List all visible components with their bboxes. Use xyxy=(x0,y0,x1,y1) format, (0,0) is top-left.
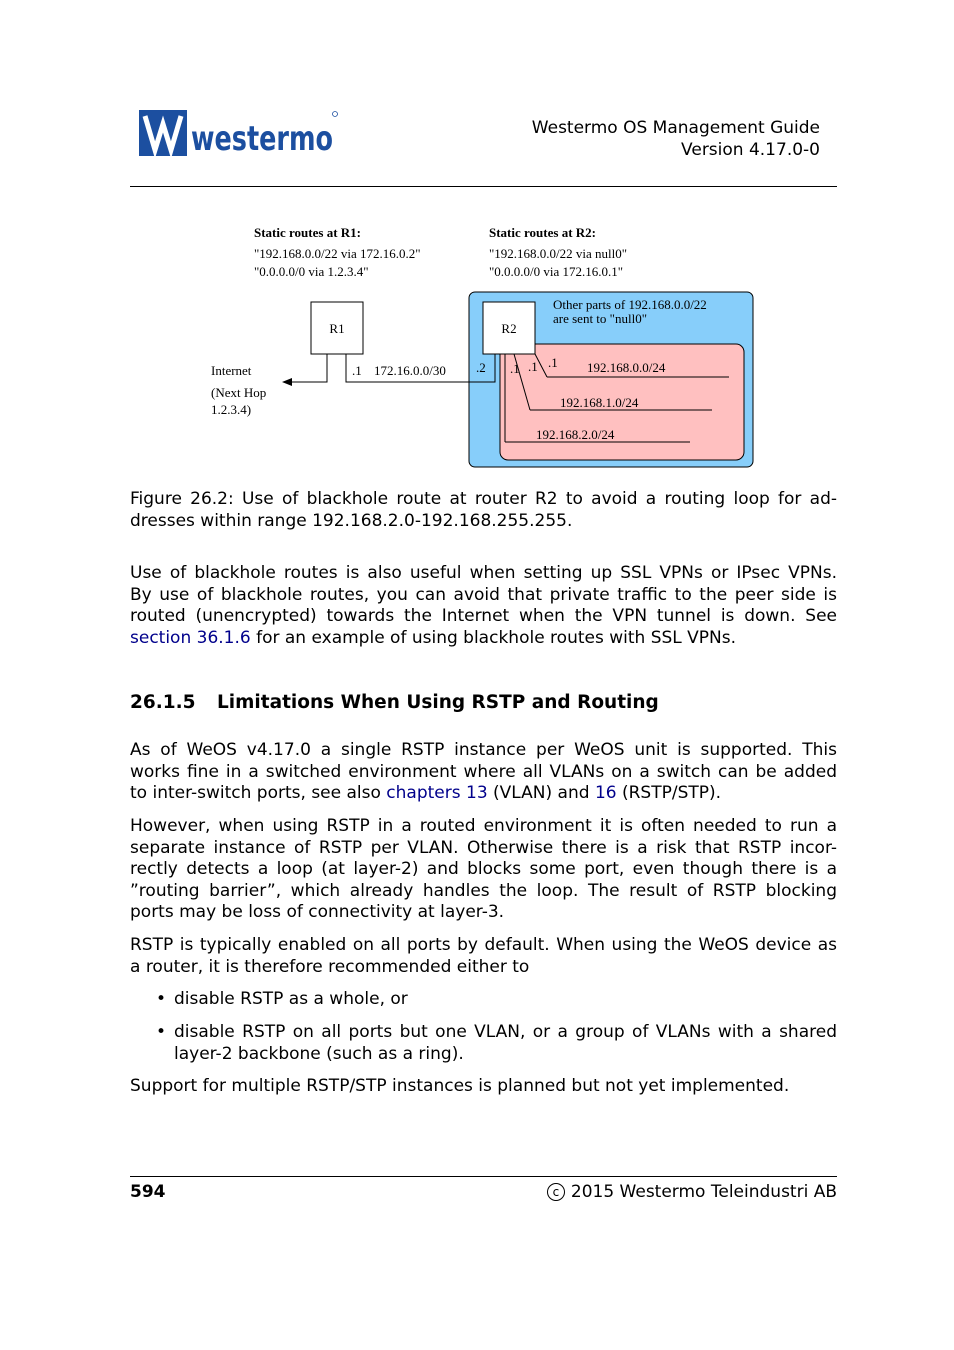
guide-version: Version 4.17.0-0 xyxy=(681,140,820,160)
lan-port-b: .1 xyxy=(528,359,538,374)
lan1-label: 192.168.0.0/24 xyxy=(587,360,666,375)
intro-line-4-rest: for an example of using blackhole routes with SSL VPNs. xyxy=(250,627,737,648)
intro-paragraph xyxy=(130,563,837,649)
page-number: 594 xyxy=(130,1182,166,1202)
caption-line-1: Figure 26.2: Use of blackhole route at router R2 to avoid a routing loop for ad- xyxy=(130,489,837,509)
intro-line-2: By use of blackhole routes, you can avoid that private traffic to the peer side is xyxy=(130,584,837,605)
paragraph-4 xyxy=(130,1076,837,1098)
westermo-logo xyxy=(139,110,339,158)
bullet-marker-1: • xyxy=(156,989,167,1009)
r2-route-2: "0.0.0.0/0 via 172.16.0.1" xyxy=(489,264,624,279)
next-hop-line-2: 1.2.3.4) xyxy=(211,402,252,417)
r1-route-1: "192.168.0.0/22 via 172.16.0.2" xyxy=(254,246,421,261)
bullet-2-line-2: layer-2 backbone (such as a ring). xyxy=(174,1043,464,1064)
chapter-16-link[interactable]: 16 xyxy=(594,783,617,804)
null0-note-line-1: Other parts of 192.168.0.0/22 xyxy=(553,297,707,312)
lan-port-a: .1 xyxy=(510,361,520,376)
paragraph-1 xyxy=(130,740,837,805)
intro-line-3: routed (unencrypted) towards the Internet when the VPN tunnel is down. See xyxy=(130,606,837,627)
p1-line-3 xyxy=(130,783,837,805)
routing-diagram xyxy=(200,220,770,480)
internet-arrow xyxy=(282,378,292,386)
router-r1-label: R1 xyxy=(329,321,345,336)
copyright xyxy=(547,1182,837,1202)
p4-line-1: Support for multiple RSTP/STP instances is planned but not yet implemented. xyxy=(130,1076,790,1096)
bullet-2-line-1: disable RSTP on all ports but one VLAN, or a group of VLANs with a shared xyxy=(174,1022,837,1042)
lan3-label: 192.168.2.0/24 xyxy=(536,427,615,442)
p1-line-3-c: (RSTP/STP). xyxy=(616,783,722,804)
null0-note-line-2: are sent to "null0" xyxy=(553,311,648,326)
paragraph-3 xyxy=(130,935,837,978)
r1-routes-heading: Static routes at R1: xyxy=(254,225,361,240)
caption-line-2: dresses within range 192.168.2.0-192.168.255.255. xyxy=(130,510,573,531)
p1-line-3-a: to inter-switch ports, see also xyxy=(130,783,387,804)
internet-link xyxy=(286,354,327,382)
copyright-symbol: c xyxy=(547,1183,565,1201)
internet-label: Internet xyxy=(211,363,252,378)
section-36-1-6-link[interactable]: section 36.1.6 xyxy=(130,627,251,648)
section-title: Limitations When Using RSTP and Routing xyxy=(217,692,659,713)
intro-line-1: Use of blackhole routes is also useful when setting up SSL VPNs or IPsec VPNs. xyxy=(130,563,837,583)
p3-line-2: a router, it is therefore recommended either to xyxy=(130,956,530,977)
p2-line-3: rectly detects a loop (at layer-2) and blocks some port, even though there is a xyxy=(130,859,837,880)
chapters-13-link[interactable]: chapters 13 xyxy=(386,783,488,804)
next-hop-line-1: (Next Hop xyxy=(211,385,267,400)
intro-line-4 xyxy=(130,628,837,650)
bullet-marker-2: • xyxy=(156,1022,167,1042)
r2-route-1: "192.168.0.0/22 via null0" xyxy=(489,246,628,261)
lan-port-c: .1 xyxy=(548,355,558,370)
section-number: 26.1.5 xyxy=(130,692,196,713)
logo-wordmark: westermo xyxy=(191,119,333,159)
p2-line-2: separate instance of RSTP per VLAN. Otherwise there is a risk that RSTP incor- xyxy=(130,837,837,858)
guide-title: Westermo OS Management Guide xyxy=(531,118,820,138)
r1-route-2: "0.0.0.0/0 via 1.2.3.4" xyxy=(254,264,369,279)
copyright-text: 2015 Westermo Teleindustri AB xyxy=(570,1182,837,1202)
p1-line-1: As of WeOS v4.17.0 a single RSTP instance per WeOS unit is supported. This xyxy=(130,740,837,760)
lan2-label: 192.168.1.0/24 xyxy=(560,395,639,410)
bullet-item-1: disable RSTP as a whole, or xyxy=(174,989,408,1009)
r2-port-label: .2 xyxy=(476,360,486,375)
paragraph-2 xyxy=(130,816,837,924)
router-r2-label: R2 xyxy=(501,321,517,336)
r1-port-label: .1 xyxy=(352,363,362,378)
footer-rule xyxy=(130,1176,837,1177)
section-heading xyxy=(130,692,659,713)
p2-line-1: However, when using RSTP in a routed environment it is often needed to run a xyxy=(130,816,837,836)
link-network-label: 172.16.0.0/30 xyxy=(374,363,446,378)
p2-line-4: ”routing barrier”, which already handles the loop. The result of RSTP blocking xyxy=(130,880,837,901)
p1-line-3-b: (VLAN) and xyxy=(487,783,595,804)
r2-routes-heading: Static routes at R2: xyxy=(489,225,596,240)
p2-line-5: ports may be loss of connectivity at layer-3. xyxy=(130,902,505,923)
p3-line-1: RSTP is typically enabled on all ports by default. When using the WeOS device as xyxy=(130,935,837,955)
header-rule xyxy=(130,186,837,187)
p1-line-2: works fine in a switched environment where all VLANs on a switch can be added xyxy=(130,761,837,782)
bullet-item-2 xyxy=(174,1022,837,1065)
figure-caption xyxy=(130,489,837,532)
